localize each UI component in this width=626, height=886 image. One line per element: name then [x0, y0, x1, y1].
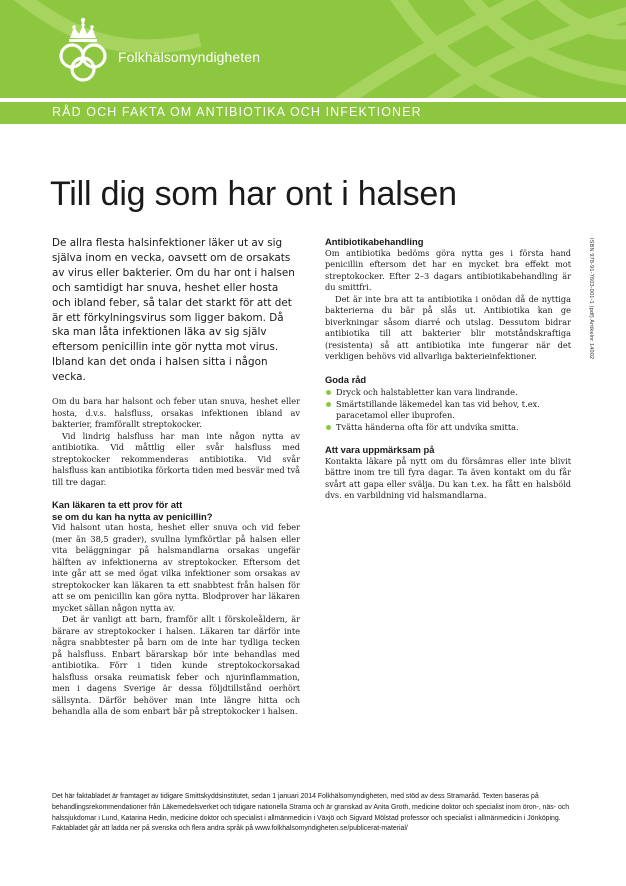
section-heading-antibiotika: Antibiotikabehandling [325, 236, 424, 247]
body-paragraph-2: Vid lindrig halsfluss har man inte någon nytta av antibiotika. Vid måttlig eller svår halsfluss med streptokocker rekommenderas antibiotika. Vid svår halsfluss kan antibiotika förkorta tiden med besvär med två till tre dagar. [52, 430, 300, 487]
section-band [0, 102, 626, 124]
bullet-icon [326, 402, 331, 407]
tip-text: Dryck och halstabletter kan vara lindrande. [336, 387, 518, 397]
uppmarksam-paragraph: Kontakta läkare på nytt om du försämras eller inte blivit bättre inom tre till fyra dagar. Ta även kontakt om du får svårt att gapa eller svälja. Du kan t.ex. ha fått en halsböld dvs. en varbildning vid halsmandlarna. [325, 455, 571, 500]
bullet-icon [326, 390, 331, 395]
section-heading-goda-rad: Goda råd [325, 373, 367, 385]
body-paragraph-3: Vid halsont utan hosta, heshet eller snuva och vid feber (mer än 38,5 grader), svullna lymfkörtlar på halsen eller vita beläggningar på halsmandlarna orsakas ungefär hälften av infektionerna av streptokocker. Eftersom det inte går att se med ögat vilka infektioner som orsakas av streptokocker kan läkaren ta ett snabbtest från halsen för att se om penicillin kan göra nytta. Blodprover har läkaren mycket sällan någon nytta av. [52, 522, 300, 613]
list-item [325, 422, 571, 434]
list-item [325, 387, 571, 399]
brand-name: Folkhälsomyndigheten [118, 49, 261, 65]
antibiotika-paragraph-2: Det är inte bra att ta antibiotika i onödan då de nyttiga bakterierna du bär på slås ut. Antibiotika kan ge biverkningar såsom diarré och utslag. Dessutom bidrar antibiotika till att bakterier blir motståndskraftiga (resistenta) så att antibiotika inte fungerar när det verkligen behövs vid allvarliga bakterieinfektioner. [325, 293, 571, 361]
section-heading-uppmarksam: Att vara uppmärksam på [325, 444, 435, 455]
header-banner [0, 0, 626, 98]
isbn-vertical-text: ISBN 978-91-7603-001-1 (pdf) Artikelnr 14002 [588, 238, 594, 360]
bullet-icon [326, 425, 331, 430]
band-title: RÅD OCH FAKTA OM ANTIBIOTIKA OCH INFEKTIONER [52, 105, 422, 119]
section-heading-test [52, 499, 300, 522]
list-item [325, 399, 571, 422]
body-paragraph-1: Om du bara har halsont och feber utan snuva, heshet eller hosta, d.v.s. halsfluss, orsakas infektionen ibland av bakterier, framförallt streptokocker. [52, 396, 300, 430]
page-title: Till dig som har ont i halsen [50, 175, 457, 213]
intro-paragraph: De allra flesta halsinfektioner läker ut av sig själva inom en vecka, oavsett om de orsakats av virus eller bakterier. Om du har ont i halsen och samtidigt har snuva, heshet eller hosta och ibland feber, så talar det starkt för att det är ett förkylningsvirus som ligger bakom. Då ska man låta infektionen läka av sig själv eftersom penicillin inte gör nytta mot virus. Ibland kan det onda i halsen sitta i någon vecka. [52, 237, 295, 384]
crown-logo-icon [52, 16, 114, 86]
footer-text: Det här faktabladet är framtaget av tidigare Smittskyddsinstitutet, sedan 1 januari 2014 Folkhälsomyndigheten, med stöd av dess Stramaråd. Texten baseras på behandlingsrekommendationer från Läkemedelsverket och tidigare nationella Strama och är granskad av Anita Groth, medicine doktor och specialist inom öron-, näs- och halssjukdomar i Lund, Katarina Hedin, medicine doktor och specialist i allmänmedicin i Växjö och Sigvard Mölstad professor och specialist i allmänmedicin i Jönköping. Faktabladet går att ladda ner på svenska och flera andra språk på www.folkhalsomyndigheten.se/publicerat-material/ [52, 793, 570, 833]
antibiotika-paragraph-1: Om antibiotika bedöms göra nytta ges i första hand penicillin eftersom det har en mycket bra effekt mot streptokocker. Efter 2–3 dagars antibiotikabehandling är du smittfri. [325, 247, 571, 292]
body-paragraph-4: Det är vanligt att barn, framför allt i förskoleåldern, är bärare av streptokocker i halsen. Läkaren tar därför inte några snabbtester på barn om de inte har tydliga tecken på halsfluss. Enbart bärarskap bör inte behandlas med antibiotika. Förr i tiden kunde streptokockorsakad halsfluss orsaka reumatisk feber och njurinflammation, men i dagens Sverige är dessa följdtillstånd oerhört sällsynta. Därför behöver man inte längre hitta och behandla alla de som enbart bär på streptokocker i halsen. [52, 614, 300, 717]
right-column [325, 236, 571, 502]
tip-text: Tvätta händerna ofta för att undvika smitta. [336, 421, 519, 432]
left-column [52, 236, 300, 718]
heading-test-line2: se om du kan ha nytta av penicillin? [52, 510, 213, 522]
tip-text: Smärtstillande läkemedel kan tas vid behov, t.ex. paracetamol eller ibuprofen. [336, 398, 540, 420]
heading-test-line1: Kan läkaren ta ett prov för att [52, 499, 183, 511]
tips-list [325, 387, 571, 433]
